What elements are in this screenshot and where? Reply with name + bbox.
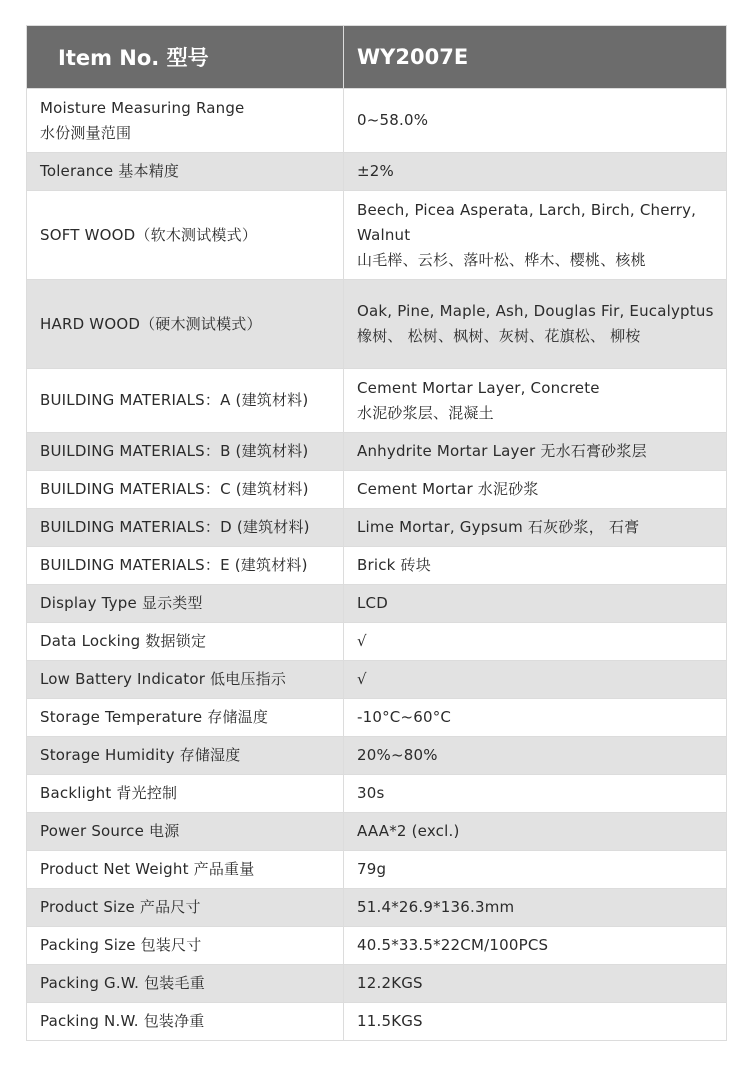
spec-row-storage-temperature	[27, 699, 727, 737]
spec-value: 79g	[344, 851, 727, 889]
spec-label: SOFT WOOD（软木测试模式）	[27, 191, 344, 280]
spec-value: Cement Mortar 水泥砂浆	[344, 471, 727, 509]
spec-value: 11.5KGS	[344, 1003, 727, 1041]
spec-row-moisture-range	[27, 89, 727, 153]
spec-value: 12.2KGS	[344, 965, 727, 1003]
spec-row-packing-gw	[27, 965, 727, 1003]
spec-label: Tolerance 基本精度	[27, 153, 344, 191]
spec-value: AAA*2 (excl.)	[344, 813, 727, 851]
spec-label: Backlight 背光控制	[27, 775, 344, 813]
spec-label: BUILDING MATERIALS：B (建筑材料)	[27, 433, 344, 471]
spec-row-packing-nw	[27, 1003, 727, 1041]
spec-value: 30s	[344, 775, 727, 813]
spec-value: Beech, Picea Asperata, Larch, Birch, Cherry, Walnut 山毛榉、云杉、落叶松、桦木、樱桃、核桃	[344, 191, 727, 280]
spec-value: -10°C~60°C	[344, 699, 727, 737]
header-row	[27, 26, 727, 89]
spec-row-data-locking	[27, 623, 727, 661]
spec-value: 0~58.0%	[344, 89, 727, 153]
spec-value: √	[344, 623, 727, 661]
spec-label: Storage Temperature 存储温度	[27, 699, 344, 737]
spec-label: Product Size 产品尺寸	[27, 889, 344, 927]
spec-row-net-weight	[27, 851, 727, 889]
spec-row-tolerance	[27, 153, 727, 191]
spec-value: Oak, Pine, Maple, Ash, Douglas Fir, Eucalyptus 橡树、 松树、枫树、灰树、花旗松、 柳桉	[344, 280, 727, 369]
spec-label: Power Source 电源	[27, 813, 344, 851]
spec-row-building-d	[27, 509, 727, 547]
spec-label: HARD WOOD（硬木测试模式）	[27, 280, 344, 369]
spec-label: Packing G.W. 包装毛重	[27, 965, 344, 1003]
spec-value: Lime Mortar, Gypsum 石灰砂浆， 石膏	[344, 509, 727, 547]
spec-label: Low Battery Indicator 低电压指示	[27, 661, 344, 699]
spec-value: √	[344, 661, 727, 699]
spec-row-power-source	[27, 813, 727, 851]
spec-label: BUILDING MATERIALS：E (建筑材料)	[27, 547, 344, 585]
spec-label: BUILDING MATERIALS：D (建筑材料)	[27, 509, 344, 547]
spec-label: Packing N.W. 包装净重	[27, 1003, 344, 1041]
spec-row-hard-wood	[27, 280, 727, 369]
spec-label: Data Locking 数据锁定	[27, 623, 344, 661]
spec-row-building-a	[27, 369, 727, 433]
spec-value: Cement Mortar Layer, Concrete 水泥砂浆层、混凝土	[344, 369, 727, 433]
header-value: WY2007E	[344, 26, 727, 89]
spec-row-building-c	[27, 471, 727, 509]
spec-row-product-size	[27, 889, 727, 927]
spec-value: LCD	[344, 585, 727, 623]
spec-row-building-b	[27, 433, 727, 471]
spec-row-packing-size	[27, 927, 727, 965]
spec-row-storage-humidity	[27, 737, 727, 775]
spec-value: 20%~80%	[344, 737, 727, 775]
spec-row-display-type	[27, 585, 727, 623]
spec-label: BUILDING MATERIALS：C (建筑材料)	[27, 471, 344, 509]
spec-row-low-battery	[27, 661, 727, 699]
spec-value: 40.5*33.5*22CM/100PCS	[344, 927, 727, 965]
spec-label: BUILDING MATERIALS：A (建筑材料)	[27, 369, 344, 433]
spec-row-soft-wood	[27, 191, 727, 280]
spec-row-building-e	[27, 547, 727, 585]
spec-label: Moisture Measuring Range 水份测量范围	[27, 89, 344, 153]
header-param: Item No. 型号	[27, 26, 344, 89]
spec-label: Packing Size 包装尺寸	[27, 927, 344, 965]
spec-label: Storage Humidity 存储湿度	[27, 737, 344, 775]
spec-label: Product Net Weight 产品重量	[27, 851, 344, 889]
spec-value: ±2%	[344, 153, 727, 191]
spec-row-backlight	[27, 775, 727, 813]
spec-table	[26, 25, 727, 1041]
spec-value: Brick 砖块	[344, 547, 727, 585]
spec-value: 51.4*26.9*136.3mm	[344, 889, 727, 927]
spec-value: Anhydrite Mortar Layer 无水石膏砂浆层	[344, 433, 727, 471]
spec-label: Display Type 显示类型	[27, 585, 344, 623]
